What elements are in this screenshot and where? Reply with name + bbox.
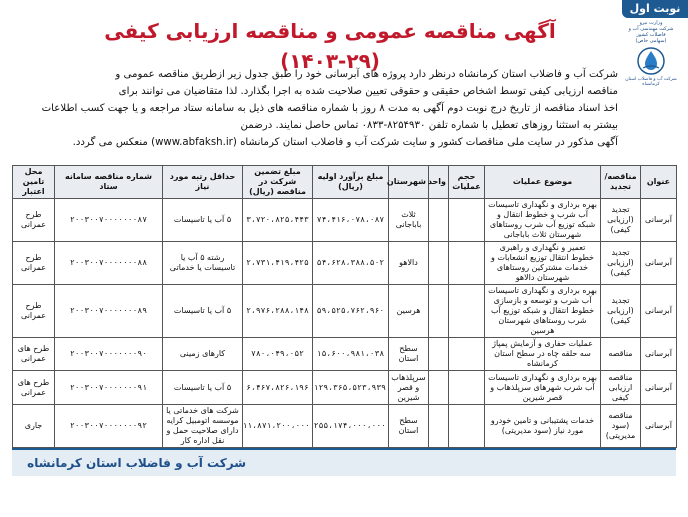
cell-title: آبرسانی [641, 338, 677, 371]
table-row [13, 242, 677, 285]
intro-line-1: شرکت آب و فاضلاب استان کرمانشاه درنظر دارد پروژه های آبرسانی خود را طبق جدول زیر ازطریق مناقصه عمومی و [115, 69, 618, 80]
cell-min-grade: رشته ۵ آب یا تاسیسات یا خدماتی [163, 242, 243, 285]
cell-volume [449, 199, 485, 242]
table-header-row [13, 166, 677, 199]
cell-county: سطح استان [389, 338, 429, 371]
cell-min-grade: ۵ آب یا تاسیسات [163, 371, 243, 405]
header-min-grade: حداقل رتبه مورد نیاز [163, 166, 243, 199]
cell-subject: عملیات حفاری و آزمایش پمپاژ سه حلقه چاه در سطح استان کرمانشاه [485, 338, 601, 371]
intro-line-4: بیشتر به استثنا روزهای تعطیل با شماره تلفن ۸۲۵۴۹۳۰-۰۸۳۳ تماس حاصل نمایند. درضمن [240, 120, 618, 131]
table-row [13, 338, 677, 371]
header-unit: واحد [429, 166, 449, 199]
cell-estimate: ۵۹،۵۲۵،۷۶۲،۹۶۰ [313, 285, 389, 338]
cell-guarantee: ۳،۷۲۰،۸۲۵،۴۴۳ [243, 199, 313, 242]
cell-estimate: ۲۵۵،۱۷۴،۰۰۰،۰۰۰ [313, 405, 389, 448]
header-estimate: مبلغ برآورد اولیه (ریال) [313, 166, 389, 199]
header-guarantee: مبلغ تضمین شرکت در مناقصه (ریال) [243, 166, 313, 199]
table-row [13, 199, 677, 242]
header-tender-number: شماره مناقصه سامانه ستاد [55, 166, 163, 199]
cell-funding: طرح عمرانی [13, 199, 55, 242]
header-subject: موضوع عملیات [485, 166, 601, 199]
cell-tender-type: تجدید (ارزیابی کیفی) [601, 285, 641, 338]
cell-tender-number: ۲۰۰۳۰۰۷۰۰۰۰۰۰۰۹۰ [55, 338, 163, 371]
cell-volume [449, 285, 485, 338]
cell-unit [429, 199, 449, 242]
cell-guarantee: ۷۸۰،۰۴۹،۰۵۲ [243, 338, 313, 371]
water-drop-emblem-icon [636, 46, 666, 76]
logo-org-line-3: (سهامی خاص) [635, 38, 667, 44]
cell-tender-number: ۲۰۰۳۰۰۷۰۰۰۰۰۰۰۸۷ [55, 199, 163, 242]
cell-funding: طرح های عمرانی [13, 338, 55, 371]
cell-min-grade: ۵ آب یا تاسیسات [163, 285, 243, 338]
cell-volume [449, 405, 485, 448]
tender-table [12, 165, 677, 448]
cell-subject: بهره برداری و نگهداری تاسیسات آب شرب شهرهای سرپلذهاب و قصر شیرین [485, 371, 601, 405]
header-title: عنوان [641, 166, 677, 199]
header-county: شهرستان [389, 166, 429, 199]
intro-line-3: اخذ اسناد مناقصه از تاریخ درج نوبت دوم آگهی به مدت ۸ روز با شماره مناقصه های ذیل به سامانه ستاد مراجعه و یا جهت کسب اطلاعات [41, 103, 618, 114]
page-title: آگهی مناقصه عمومی و مناقصه ارزیابی کیفی (۲۹-۱۴۰۳) [104, 19, 556, 73]
cell-unit [429, 405, 449, 448]
publication-badge: نوبت اول [622, 0, 688, 18]
table-row [13, 371, 677, 405]
cell-guarantee: ۲،۹۷۶،۲۸۸،۱۴۸ [243, 285, 313, 338]
cell-tender-type: تجدید (ارزیابی کیفی) [601, 199, 641, 242]
cell-min-grade: کارهای زمینی [163, 338, 243, 371]
cell-subject: بهره برداری و نگهداری تاسیسات آب شرب و خطوط انتقال و شبکه توزیع آب شرب روستاهای شهرستان ثلاث باباجانی [485, 199, 601, 242]
cell-estimate: ۱۲۹،۳۶۵،۵۲۳،۹۳۹ [313, 371, 389, 405]
cell-title: آبرسانی [641, 285, 677, 338]
header-tender-type: مناقصه/ تجدید [601, 166, 641, 199]
cell-guarantee: ۲،۷۳۱،۴۱۹،۴۲۵ [243, 242, 313, 285]
cell-tender-type: مناقصه [601, 338, 641, 371]
cell-funding: طرح های عمرانی [13, 371, 55, 405]
cell-subject: تعمیر و نگهداری و راهبری خطوط انتقال توزیع انشعابات و خدمات مشترکین روستاهای شهرستان دالاهو [485, 242, 601, 285]
cell-unit [429, 285, 449, 338]
table-row [13, 285, 677, 338]
cell-tender-number: ۲۰۰۳۰۰۷۰۰۰۰۰۰۰۸۸ [55, 242, 163, 285]
cell-tender-number: ۲۰۰۳۰۰۷۰۰۰۰۰۰۰۸۹ [55, 285, 163, 338]
cell-unit [429, 371, 449, 405]
cell-title: آبرسانی [641, 199, 677, 242]
logo-org-line-1: وزارت نیرو [639, 20, 663, 26]
cell-estimate: ۱۵،۶۰۰،۹۸۱،۰۳۸ [313, 338, 389, 371]
cell-subject: خدمات پشتیبانی و تامین خودرو مورد نیاز (سود مدیریتی) [485, 405, 601, 448]
intro-line-2: مناقصه ارزیابی کیفی توسط اشخاص حقیقی و حقوقی تعیین صلاحیت شده به اجرا بگذارد. لذا متقاضیان می توانند برای [118, 86, 618, 97]
cell-tender-number: ۲۰۰۳۰۰۷۰۰۰۰۰۰۰۹۱ [55, 371, 163, 405]
intro-line-5: آگهی مذکور در سایت ملی مناقصات کشور و سایت شرکت آب و فاضلاب استان کرمانشاه (www.abfaksh.ir) منعکس می گردد. [72, 137, 618, 148]
cell-funding: جاری [13, 405, 55, 448]
cell-tender-type: مناقصه ارزیابی کیفی [601, 371, 641, 405]
footer-organization: شرکت آب و فاضلاب استان کرمانشاه [12, 448, 676, 476]
cell-title: آبرسانی [641, 405, 677, 448]
cell-volume [449, 242, 485, 285]
cell-tender-type: تجدید (ارزیابی کیفی) [601, 242, 641, 285]
organization-logo [620, 20, 682, 87]
cell-funding: طرح عمرانی [13, 285, 55, 338]
cell-title: آبرسانی [641, 242, 677, 285]
cell-guarantee: ۱۱،۸۷۱،۲۰۰،۰۰۰ [243, 405, 313, 448]
logo-org-line-2: شرکت مهندسی آب و فاضلاب کشور [628, 26, 674, 38]
cell-county: هرسین [389, 285, 429, 338]
header-volume: حجم عملیات [449, 166, 485, 199]
cell-min-grade: شرکت های خدماتی یا موسسه اتومبیل کرایه دارای صلاحیت حمل و نقل اداره کار [163, 405, 243, 448]
cell-subject: بهره برداری و نگهداری تاسیسات آب شرب و توسعه و بازسازی خطوط انتقال و شبکه توزیع آب شرب روستاهای شهرستان هرسین [485, 285, 601, 338]
header-funding: محل تامین اعتبار [13, 166, 55, 199]
cell-funding: طرح عمرانی [13, 242, 55, 285]
cell-tender-type: مناقصه (سود مدیریتی) [601, 405, 641, 448]
table-row [13, 405, 677, 448]
cell-estimate: ۷۴،۴۱۶،۰۷۸،۰۸۷ [313, 199, 389, 242]
cell-tender-number: ۲۰۰۳۰۰۷۰۰۰۰۰۰۰۹۲ [55, 405, 163, 448]
cell-min-grade: ۵ آب یا تاسیسات [163, 199, 243, 242]
cell-estimate: ۵۴،۶۲۸،۳۸۸،۵۰۲ [313, 242, 389, 285]
cell-volume [449, 371, 485, 405]
cell-unit [429, 338, 449, 371]
cell-unit [429, 242, 449, 285]
intro-paragraph [14, 66, 618, 151]
cell-guarantee: ۶،۴۶۷،۸۲۶،۱۹۶ [243, 371, 313, 405]
page-bottom-margin [0, 478, 688, 517]
cell-title: آبرسانی [641, 371, 677, 405]
cell-county: سرپلذهاب و قصر شیرین [389, 371, 429, 405]
cell-county: دالاهو [389, 242, 429, 285]
cell-volume [449, 338, 485, 371]
cell-county: سطح استان [389, 405, 429, 448]
cell-county: ثلاث باباجانی [389, 199, 429, 242]
logo-caption: شرکت آب و فاضلاب استان کرمانشاه [625, 77, 677, 87]
